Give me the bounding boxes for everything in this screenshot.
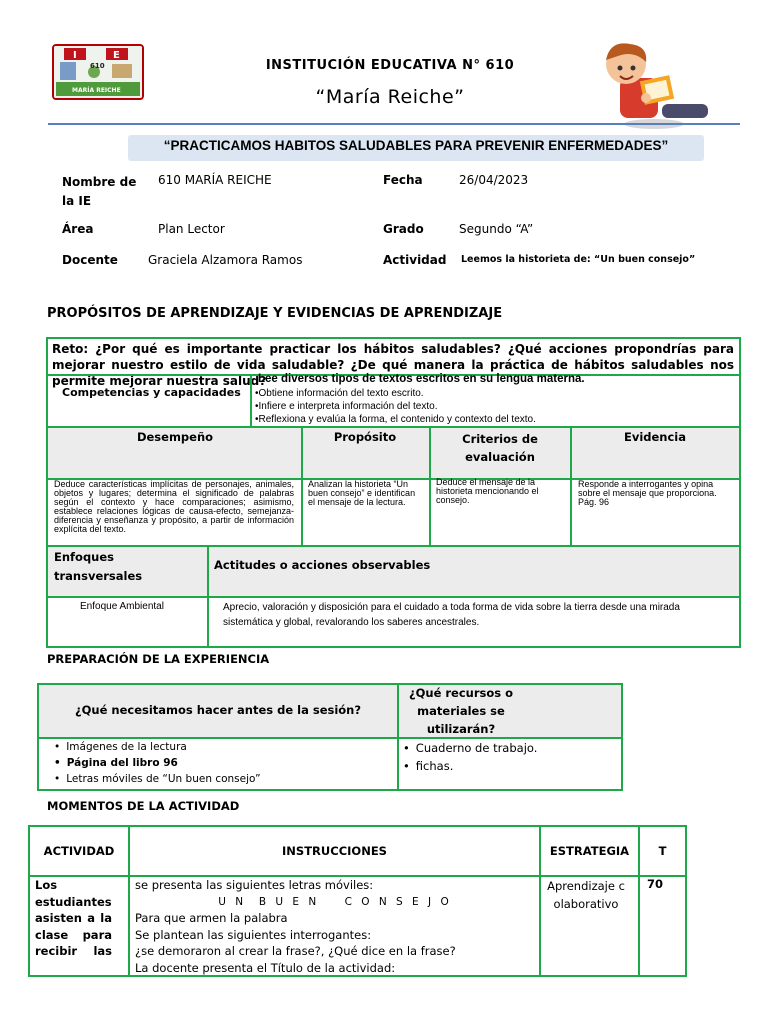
activity-title-banner: “PRACTICAMOS HABITOS SALUDABLES PARA PREVENIR ENFERMEDADES” xyxy=(128,135,704,161)
institution-title: INSTITUCIÓN EDUCATIVA N° 610 xyxy=(265,58,515,73)
docente-value: Graciela Alzamora Ramos xyxy=(148,253,303,267)
antes-item: • Imágenes de la lectura xyxy=(54,739,261,755)
competencia-text: Lee diversos tipos de textos escritos en su lengua materna. xyxy=(258,373,585,385)
desempeno-header: Desempeño xyxy=(136,430,214,444)
area-value: Plan Lector xyxy=(158,222,225,236)
enfoques-label: Enfoques transversales xyxy=(54,550,143,583)
fecha-value: 26/04/2023 xyxy=(459,173,529,187)
actividad-header: ACTIVIDAD xyxy=(43,844,115,858)
row-divider xyxy=(48,596,739,598)
recurso-item: • fichas. xyxy=(403,757,537,775)
actividad-text: Los estudiantes asisten a la clase para recibir las xyxy=(35,878,112,958)
recursos-list xyxy=(403,739,537,775)
actitudes-label: Actitudes o acciones observables xyxy=(214,558,431,572)
capacidad-item: •Reflexiona y evalúa la forma, el contenido y contexto del texto. xyxy=(255,414,536,425)
svg-text:I: I xyxy=(73,50,77,61)
antes-list xyxy=(54,739,261,787)
instruccion-line: Se plantean las siguientes interrogantes: xyxy=(135,927,372,942)
grado-value: Segundo “A” xyxy=(459,222,534,236)
docente-label: Docente xyxy=(62,253,118,267)
competencias-label: Competencias y capacidades xyxy=(62,386,241,399)
instrucciones-header: INSTRUCCIONES xyxy=(282,844,387,858)
svg-text:MARÍA REICHE: MARÍA REICHE xyxy=(72,87,121,94)
col-divider xyxy=(397,685,399,789)
instruccion-line: se presenta las siguientes letras móviles: xyxy=(135,878,374,892)
recurso-item: • Cuaderno de trabajo. xyxy=(403,739,537,757)
capacidad-item: •Infiere e interpreta información del texto. xyxy=(255,401,438,412)
tiempo-value: 70 xyxy=(647,877,664,891)
desempeno-text: Deduce características implícitas de personajes, animales, objetos y lugares; determina el significado de palabras según el contexto y hace comparaciones; asimismo, establece relaciones lógicas de causa-efecto, semejanza-diferencia y enseñanza y propósito, a partir de información explícita del texto. xyxy=(54,479,294,534)
instruccion-line: ¿se demoraron al crear la frase?, ¿Qué dice en la frase? xyxy=(135,944,456,958)
col-divider xyxy=(429,426,431,545)
enfoque-text: Enfoque Ambiental xyxy=(80,601,164,612)
evidencia-line: Responde a interrogantes y opina sobre el mensaje que proporciona. xyxy=(578,479,717,498)
t-header: T xyxy=(658,844,667,858)
instruccion-line: La docente presenta el Título de la actividad: xyxy=(135,960,396,975)
momentos-title: MOMENTOS DE LA ACTIVIDAD xyxy=(47,799,240,813)
antes-item: • Página del libro 96 xyxy=(54,755,261,771)
evidencia-header: Evidencia xyxy=(623,430,687,444)
antes-item: • Letras móviles de “Un buen consejo” xyxy=(54,771,261,787)
letras-moviles: U N B U E N C O N S E J O xyxy=(218,895,452,908)
ie-label: Nombre de la IE xyxy=(62,175,137,208)
col-divider xyxy=(250,374,252,426)
instrucciones-list xyxy=(135,877,535,976)
actividad-label: Actividad xyxy=(383,253,447,267)
instruccion-line: Para que armen la palabra xyxy=(135,911,288,925)
estrategia-text: Aprendizaje colaborativo xyxy=(547,879,625,911)
criterios-text: Deduce el mensaje de la historieta mencionando el consejo. xyxy=(436,477,539,505)
evidencia-text xyxy=(578,480,728,507)
reto-text: Reto: ¿Por qué es importante practicar los hábitos saludables? ¿Qué acciones propondrías para mejorar nuestro estilo de vida saludable? ¿De qué manera la práctica de hábitos saludables nos permite mejorar nuestra salud? xyxy=(52,342,734,388)
proposito-text: Analizan la historieta “Un buen consejo” e identifican el mensaje de la lectura. xyxy=(308,479,416,507)
evidencia-page: Pág. 96 xyxy=(578,497,610,507)
reading-boy-illustration xyxy=(590,38,710,130)
actitud-text: Aprecio, valoración y disposición para el cuidado a toda forma de vida sobre la tierra desde una mirada sistemática y global, revalorando los saberes ancestrales. xyxy=(223,602,680,628)
ie-value: 610 MARÍA REICHE xyxy=(158,173,272,187)
header-divider xyxy=(48,123,740,125)
capacidades-list xyxy=(255,387,536,426)
propositos-title: PROPÓSITOS DE APRENDIZAJE Y EVIDENCIAS DE APRENDIZAJE xyxy=(47,306,503,321)
criterios-header: Criterios de evaluación xyxy=(462,432,538,464)
proposito-header: Propósito xyxy=(333,430,397,444)
estrategia-header: ESTRATEGIA xyxy=(549,844,630,858)
fecha-label: Fecha xyxy=(383,173,423,187)
antes-header: ¿Qué necesitamos hacer antes de la sesión? xyxy=(74,703,362,717)
grado-label: Grado xyxy=(383,222,424,236)
recursos-header: ¿Qué recursos o materiales se utilizarán? xyxy=(408,686,514,736)
capacidad-item: •Obtiene información del texto escrito. xyxy=(255,388,424,399)
svg-text:610: 610 xyxy=(90,62,105,70)
actividad-value: Leemos la historieta de: “Un buen consejo” xyxy=(461,254,696,265)
svg-text:E: E xyxy=(113,50,120,61)
preparacion-title: PREPARACIÓN DE LA EXPERIENCIA xyxy=(47,652,270,666)
area-label: Área xyxy=(62,222,94,236)
school-name: “María Reiche” xyxy=(315,86,465,108)
